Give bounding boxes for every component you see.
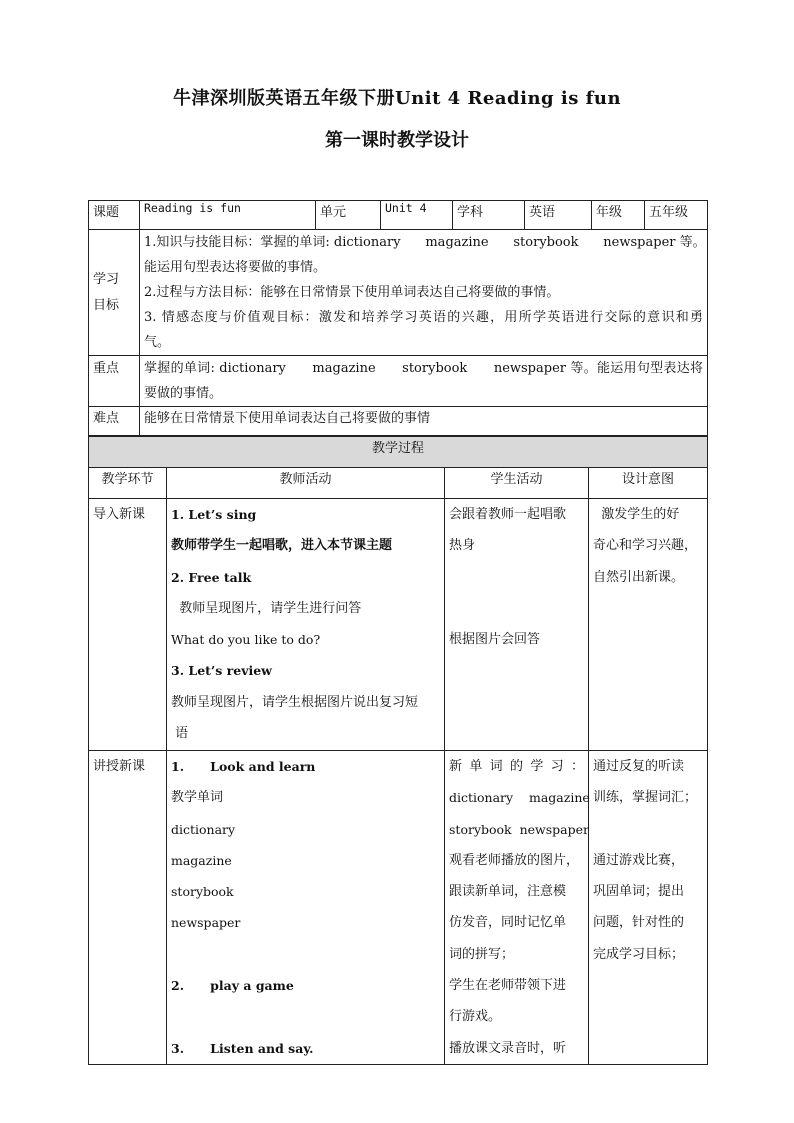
student-text: 词的拼写；	[449, 946, 515, 962]
student-text: 新单词的学习：	[449, 759, 584, 774]
process-header-row	[89, 468, 708, 499]
student-text: 根据图片会回答	[449, 632, 541, 648]
activity-text: 教师呈现图片，请学生进行问答	[171, 600, 362, 616]
objective-line: 能运用句型表达将要做的事情。	[144, 260, 327, 275]
teacher-activity-new	[167, 751, 445, 1065]
column-teacher: 教师活动	[167, 468, 445, 499]
topic-value: Reading is fun	[140, 201, 316, 230]
process-table	[88, 436, 708, 1065]
activity-text: 教学单词	[171, 790, 224, 806]
document-subtitle: 第一课时教学设计	[325, 130, 469, 151]
section-intro-row	[89, 499, 708, 751]
column-stage: 教学环节	[89, 468, 167, 499]
intent-text: 巩固单词；提出	[593, 884, 685, 900]
lesson-plan-table	[88, 200, 708, 436]
activity-heading: 2. play a game	[171, 978, 294, 994]
activity-text: 语	[171, 726, 189, 742]
student-activity-new	[445, 751, 589, 1065]
stage-intro: 导入新课	[89, 499, 167, 751]
intent-intro	[589, 499, 708, 751]
vocab-word: storybook	[171, 884, 234, 900]
activity-heading: 2. Free talk	[171, 569, 252, 585]
intent-text: 激发学生的好	[593, 507, 680, 522]
teacher-activity-intro	[167, 499, 445, 751]
key-points-content	[140, 356, 708, 407]
intent-blank	[593, 814, 703, 845]
intent-new	[589, 751, 708, 1065]
activity-text: 教师呈现图片，请学生根据图片说出复习短	[171, 694, 419, 710]
intent-text: 通过反复的听读	[593, 759, 685, 774]
student-blank	[449, 593, 584, 624]
activity-blank	[171, 1001, 440, 1032]
objective-line: 2.过程与方法目标：能够在日常情景下使用单词表达自己将要做的事情。	[144, 285, 560, 300]
student-text: 热身	[449, 538, 476, 554]
process-banner-row	[89, 437, 708, 468]
activity-text: 教师带学生一起唱歌，进入本节课主题	[171, 538, 393, 554]
intent-text: 问题，针对性的	[593, 915, 685, 931]
activity-text: What do you like to do?	[171, 632, 321, 648]
intent-text: 训练，掌握词汇；	[593, 790, 698, 806]
student-text: 跟读新单词，注意模	[449, 884, 567, 900]
process-banner: 教学过程	[89, 437, 708, 468]
stage-new: 讲授新课	[89, 751, 167, 1065]
section-new-row	[89, 751, 708, 1065]
grade-label: 年级	[592, 201, 645, 230]
student-blank	[449, 562, 584, 593]
difficulty-row	[89, 407, 708, 436]
subject-value: 英语	[525, 201, 592, 230]
key-point-line: 掌握的单词: dictionary magazine storybook newspaper 等。能运用句型表达将	[144, 361, 703, 376]
student-text: 学生在老师带领下进	[449, 978, 567, 994]
objectives-label: 学习 目标	[89, 230, 140, 356]
student-text: 会跟着教师一起唱歌	[449, 507, 567, 522]
document-title: 牛津深圳版英语五年级下册Unit 4 Reading is fun	[172, 88, 622, 109]
column-intent: 设计意图	[589, 468, 708, 499]
activity-blank	[171, 939, 440, 970]
info-row	[89, 201, 708, 230]
student-text: 播放课文录音时，听	[449, 1040, 567, 1056]
intent-text: 通过游戏比赛，	[593, 852, 685, 868]
topic-label: 课题	[89, 201, 140, 230]
objectives-content	[140, 230, 708, 356]
activity-heading: 3. Listen and say.	[171, 1040, 314, 1056]
activity-heading: 3. Let’s review	[171, 663, 272, 679]
difficulty-label: 难点	[89, 407, 140, 436]
difficulty-content: 能够在日常情景下使用单词表达自己将要做的事情	[140, 407, 708, 436]
student-text: 行游戏。	[449, 1009, 502, 1025]
activity-heading: 1. Look and learn	[171, 759, 316, 774]
key-points-label: 重点	[89, 356, 140, 407]
student-text: 仿发音，同时记忆单	[449, 915, 567, 931]
objective-line: 3. 情感态度与价值观目标：激发和培养学习英语的兴趣，用所学英语进行交际的意识和勇	[144, 310, 703, 325]
objective-line: 1.知识与技能目标：掌握的单词: dictionary magazine storybook newspaper 等。	[144, 235, 706, 250]
grade-value: 五年级	[645, 201, 708, 230]
vocab-word: magazine	[171, 852, 232, 868]
subject-label: 学科	[453, 201, 525, 230]
key-point-line: 要做的事情。	[144, 386, 223, 401]
objectives-row	[89, 230, 708, 356]
vocab-word: newspaper	[171, 915, 241, 931]
student-activity-intro	[445, 499, 589, 751]
unit-value: Unit 4	[381, 201, 453, 230]
objective-line: 气。	[144, 335, 171, 350]
student-text: storybook newspaper	[449, 821, 589, 837]
intent-text: 奇心和学习兴趣，	[593, 538, 698, 554]
student-text: 观看老师播放的图片，	[449, 852, 580, 868]
activity-heading: 1. Let’s sing	[171, 507, 257, 522]
intent-text: 完成学习目标；	[593, 946, 685, 962]
unit-label: 单元	[316, 201, 381, 230]
vocab-word: dictionary	[171, 821, 236, 837]
intent-text: 自然引出新课。	[593, 569, 685, 585]
key-points-row	[89, 356, 708, 407]
column-student: 学生活动	[445, 468, 589, 499]
student-text: dictionary magazine	[449, 790, 590, 806]
